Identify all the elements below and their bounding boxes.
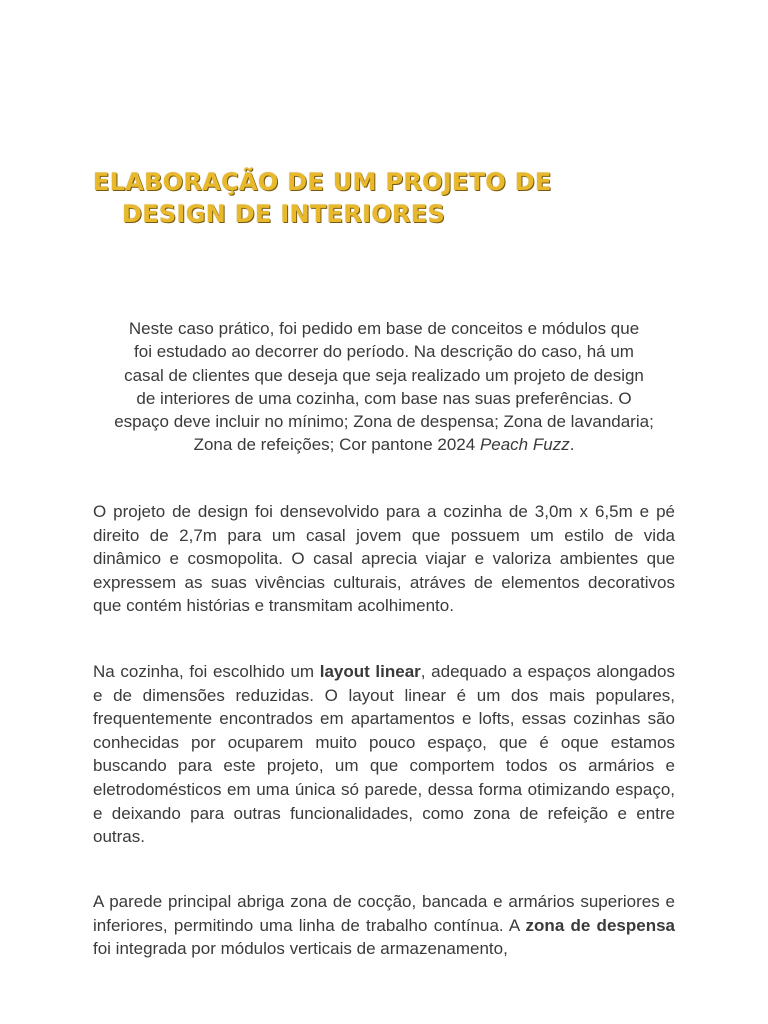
paragraph-text: Na cozinha, foi escolhido um bbox=[93, 662, 320, 681]
bold-term: zona de despensa bbox=[525, 915, 675, 935]
intro-paragraph bbox=[93, 317, 675, 457]
intro-line: Neste caso prático, foi pedido em base de conceitos e módulos que bbox=[128, 319, 640, 338]
paragraph-text: foi integrada por módulos verticais de armazenamento, bbox=[93, 939, 508, 959]
intro-line: casal de clientes que deseja que seja realizado um projeto de design bbox=[124, 365, 644, 385]
intro-line: foi estudado ao decorrer do período. Na descrição do caso, há um bbox=[134, 342, 634, 362]
paragraph-text: , adequado a espaços alongados e de dimensões reduzidas. O layout linear é um dos mais populares, frequentemente encontrados em apartamentos e lofts, essas cozinhas são conhecidas por ocuparem muito pouco espaço, que é oque estamos buscando para este projeto, um que comportem todos os armários e eletrodomésticos em uma única só parede, dessa forma otimizando espaço, e deixando para outras funcionalidades, como zona de refeição e entre outras. bbox=[93, 662, 676, 847]
title-line-2: DESIGN DE INTERIORES bbox=[122, 200, 446, 228]
title-line-1: ELABORAÇÃO DE UM PROJETO DE bbox=[93, 168, 552, 196]
intro-line: de interiores de uma cozinha, com base nas suas preferências. O bbox=[136, 388, 632, 408]
intro-line-end: . bbox=[569, 435, 575, 455]
intro-line: Zona de refeições; Cor pantone 2024 bbox=[193, 435, 480, 455]
body-paragraph-1: O projeto de design foi densevolvido para a cozinha de 3,0m x 6,5m e pé direito de 2,7m para um casal jovem que possuem um estilo de vida dinâmico e cosmopolita. O casal aprecia viajar e valoriza ambientes que expressem as suas vivências culturais, atráves de elementos decorativos que contém histórias e transmitam acolhimento. bbox=[93, 502, 675, 616]
document-title bbox=[93, 166, 713, 230]
pantone-name: Peach Fuzz bbox=[479, 435, 570, 455]
body-paragraph-2 bbox=[93, 660, 675, 849]
paragraph-text: A parede principal abriga zona de cocção, bancada e armários superiores e inferiores, permitindo uma linha de trabalho contínua. A bbox=[93, 892, 675, 935]
bold-term: layout linear bbox=[319, 662, 421, 681]
intro-line: espaço deve incluir no mínimo; Zona de despensa; Zona de lavandaria; bbox=[114, 412, 654, 432]
body-paragraph-3 bbox=[93, 890, 675, 961]
